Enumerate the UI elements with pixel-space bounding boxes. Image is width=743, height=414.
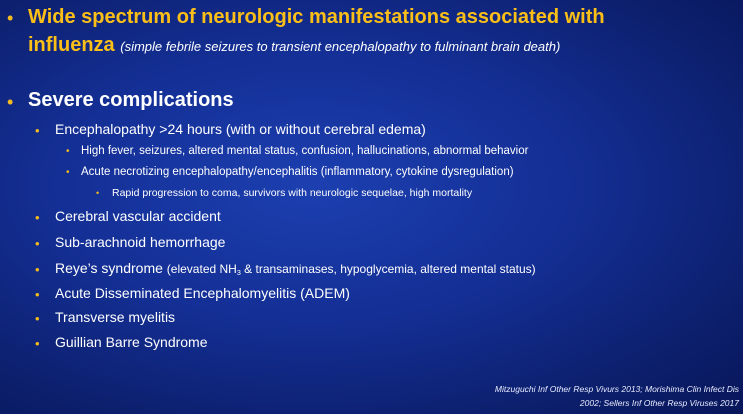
item-tm: Transverse myelitis <box>55 309 176 325</box>
reyes-detail: (elevated $NH_3$ & transaminases, hypoglycemia, altered mental status) <box>166 262 536 277</box>
reyes-subscript: 3 <box>236 268 241 277</box>
item-cva: Cerebral vascular accident <box>55 208 221 224</box>
item-enc-sub1: High fever, seizures, altered mental status, confusion, hallucinations, abnormal behavior <box>81 145 529 157</box>
section1-title-line1: Wide spectrum of neurologic manifestations associated with <box>28 6 605 28</box>
bullet-dot: • <box>35 236 40 251</box>
item-adem: Acute Disseminated Encephalomyelitis (ADEM) <box>55 285 350 301</box>
section1-title-bold: influenza <box>28 34 115 56</box>
item-enc-sub2-sub: Rapid progression to coma, survivors with neurologic sequelae, high mortality <box>112 187 473 199</box>
reyes-prefix: Reye’s syndrome <box>55 260 163 276</box>
bullet-dot: • <box>96 188 100 198</box>
bullet-dot: • <box>35 210 40 225</box>
bullet-dot: • <box>66 167 70 178</box>
section1-title-line2 <box>28 34 560 57</box>
item-sah: Sub-arachnoid hemorrhage <box>55 234 226 250</box>
bullet-dot: • <box>35 287 40 302</box>
bullet-dot: • <box>66 146 70 157</box>
bullet-dot: • <box>35 311 40 326</box>
item-enc-sub2: Acute necrotizing encephalopathy/encephalitis (inflammatory, cytokine dysregulation) <box>81 166 514 178</box>
item-encephalopathy: Encephalopathy >24 hours (with or without cerebral edema) <box>55 121 426 137</box>
citation-line2: 2002; Sellers Inf Other Resp Viruses 2017 <box>579 398 739 408</box>
item-gbs: Guillian Barre Syndrome <box>55 334 208 350</box>
citation <box>495 382 739 410</box>
section2-title: Severe complications <box>28 89 234 111</box>
citation-line1: Mitzuguchi Inf Other Resp Vivurs 2013; Morishima Clin Infect Dis <box>494 384 739 394</box>
bullet-dot: • <box>7 92 14 112</box>
item-reyes <box>55 260 536 277</box>
bullet-dot: • <box>35 336 40 351</box>
bullet-dot: • <box>35 123 40 138</box>
bullet-dot: • <box>35 262 40 277</box>
bullet-dot: • <box>7 8 14 28</box>
section1-title-italic: (simple febrile seizures to transient encephalopathy to fulminant brain death) <box>120 39 561 54</box>
